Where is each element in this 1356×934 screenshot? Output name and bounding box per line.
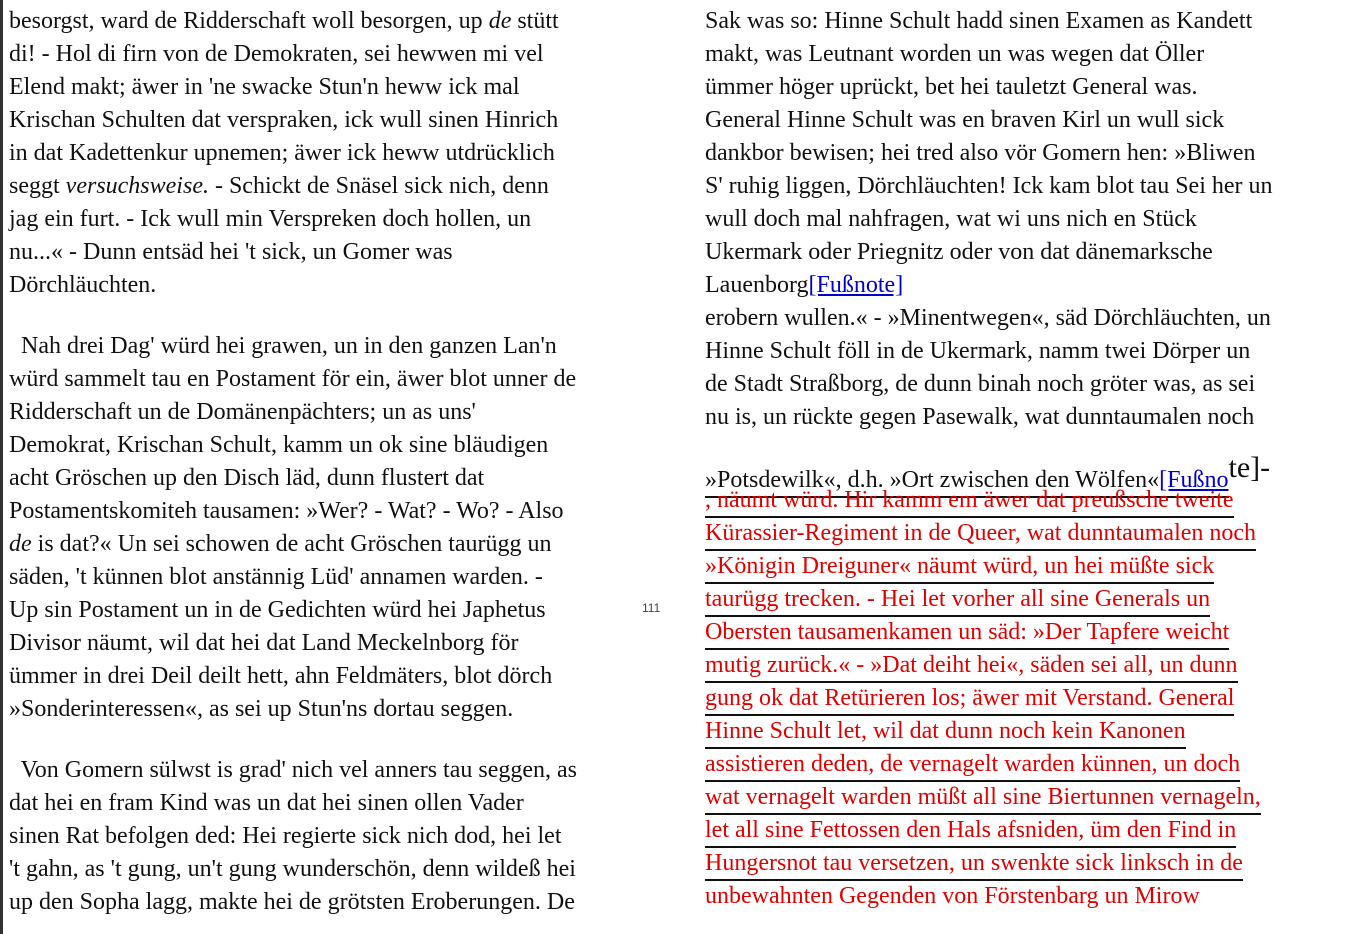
text-line: seggt versuchsweise. - Schickt de Snäsel sick nich, denn	[9, 173, 549, 199]
footnote-link[interactable]: [Fußnote]	[808, 272, 904, 298]
text-line: in dat Kadettenkur upnemen; äwer ick heww utdrücklich	[9, 140, 555, 166]
highlighted-line: wat vernagelt warden müßt all sine Biertunnen vernageln,	[705, 781, 1356, 814]
highlighted-line: taurügg trecken. - Hei let vorher all sine Generals un	[705, 583, 1356, 616]
highlighted-line: let all sine Fettossen den Hals afsniden, üm den Find in	[705, 814, 1356, 847]
text-line: Von Gomern sülwst is grad' nich vel anners tau seggen, as	[9, 757, 578, 783]
text-line: jag ein furt. - Ick wull min Verspreken doch hollen, un	[9, 206, 532, 232]
text-line: Divisor näumt, wil dat hei dat Land Meckelnborg för	[9, 630, 519, 656]
highlighted-line: , näumt würd. Hir kamm em äwer dat preußsche tweite	[705, 484, 1356, 517]
text-line: Up sin Postament un in de Gedichten würd hei Japhetus	[9, 597, 546, 623]
text-line: »Potsdewilk«, d.h. »Ort zwischen den Wölfen«[Fußnote]-	[705, 451, 1356, 484]
highlighted-line: Kürassier-Regiment in de Queer, wat dunntaumalen noch	[705, 517, 1356, 550]
text-line: »Sonderinteressen«, as sei up Stun'ns dortau seggen.	[9, 696, 514, 722]
text-line: up den Sopha lagg, makte hei de grötsten Eroberungen. De	[9, 889, 575, 915]
text-line: Ridderschaft un de Domänenpächters; un as uns'	[9, 399, 476, 425]
left-window-border	[0, 0, 3, 934]
text-line: dankbor bewisen; hei tred also vör Gomern hen: »Bliwen	[705, 140, 1256, 166]
text-line: Dörchläuchten.	[9, 272, 157, 298]
highlighted-line: »Königin Dreiguner« näumt würd, un hei müßte sick	[705, 550, 1356, 583]
paragraph-2	[9, 330, 659, 726]
text-line: Hinne Schult föll in de Ukermark, namm twei Dörper un	[705, 338, 1251, 364]
highlighted-line: assistieren deden, de vernagelt warden künnen, un doch	[705, 748, 1356, 781]
text-line: acht Gröschen up den Disch läd, dunn flustert dat	[9, 465, 485, 491]
text-line: würd sammelt tau en Postament för ein, äwer blot unner de	[9, 366, 577, 392]
text-line: nu is, un rückte gegen Pasewalk, wat dunntaumalen noch	[705, 404, 1255, 430]
text-line: Krischan Schulten dat verspraken, ick wull sinen Hinrich	[9, 107, 559, 133]
highlighted-line: unbewahnten Gegenden von Förstenbarg un Mirow	[705, 883, 1200, 909]
paragraph-1	[9, 5, 659, 302]
text-line: besorgst, ward de Ridderschaft woll besorgen, up de stütt	[9, 8, 559, 34]
footnote-link[interactable]: [Fußno	[1159, 467, 1229, 493]
text-line: wull doch mal nahfragen, wat wi uns nich en Stück	[705, 206, 1197, 232]
text-line: Postamentskomiteh tausamen: »Wer? - Wat? - Wo? - Also	[9, 498, 564, 524]
highlighted-text-block	[705, 484, 1356, 913]
text-line: erobern wullen.« - »Minentwegen«, säd Dörchläuchten, un	[705, 305, 1271, 331]
text-line: de is dat?« Un sei schowen de acht Gröschen taurügg un	[9, 531, 552, 557]
text-line: ümmer höger uprückt, bet hei tauletzt General was.	[705, 74, 1198, 100]
text-line: di! - Hol di firn von de Demokraten, sei hewwen mi vel	[9, 41, 544, 67]
text-line: Lauenborg[Fußnote]	[705, 272, 904, 298]
text-line: Ukermark oder Priegnitz oder von dat dänemarksche	[705, 239, 1213, 265]
line-gap	[705, 434, 1356, 451]
text-line: Demokrat, Krischan Schult, kamm un ok sine bläudigen	[9, 432, 549, 458]
text-line: säden, 't künnen blot anstännig Lüd' annamen warden. -	[9, 564, 543, 590]
paragraph-gap	[9, 302, 659, 330]
text-line: 't gahn, as 't gung, un't gung wunderschön, denn wildeß hei	[9, 856, 576, 882]
highlighted-line: Hinne Schult let, wil dat dunn noch kein Kanonen	[705, 715, 1356, 748]
paragraph-3	[9, 754, 659, 919]
text-line: nu...« - Dunn entsäd hei 't sick, un Gomer was	[9, 239, 453, 265]
overflow-text: te]-	[1228, 451, 1271, 484]
highlighted-line: gung ok dat Retürieren los; äwer mit Verstand. General	[705, 682, 1356, 715]
right-text-column	[705, 5, 1356, 913]
highlighted-line: mutig zurück.« - »Dat deiht hei«, säden sei all, un dunn	[705, 649, 1356, 682]
highlighted-line: Hungersnot tau versetzen, un swenkte sick linksch in de	[705, 847, 1356, 880]
page-number: 111	[642, 601, 661, 615]
text-line: de Stadt Straßborg, de dunn binah noch gröter was, as sei	[705, 371, 1256, 397]
text-line: S' ruhig liggen, Dörchläuchten! Ick kam blot tau Sei her un	[705, 173, 1273, 199]
text-line: Elend makt; äwer in 'ne swacke Stun'n heww ick mal	[9, 74, 520, 100]
text-line: General Hinne Schult was en braven Kirl un wull sick	[705, 107, 1225, 133]
text-line: sinen Rat befolgen ded: Hei regierte sick nich dod, hei let	[9, 823, 562, 849]
paragraph-gap	[9, 726, 659, 754]
text-line: makt, was Leutnant worden un was wegen dat Öller	[705, 41, 1205, 67]
paragraph-continued	[705, 5, 1356, 493]
text-line: Sak was so: Hinne Schult hadd sinen Examen as Kandett	[705, 8, 1253, 34]
text-line: ümmer in drei Deil deilt hett, ahn Feldmäters, blot dörch	[9, 663, 553, 689]
text-line: dat hei en fram Kind was un dat hei sinen ollen Vader	[9, 790, 524, 816]
text-line: Nah drei Dag' würd hei grawen, un in den ganzen Lan'n	[9, 333, 557, 359]
highlighted-line: Obersten tausamenkamen un säd: »Der Tapfere weicht	[705, 616, 1356, 649]
left-text-column	[9, 5, 659, 919]
